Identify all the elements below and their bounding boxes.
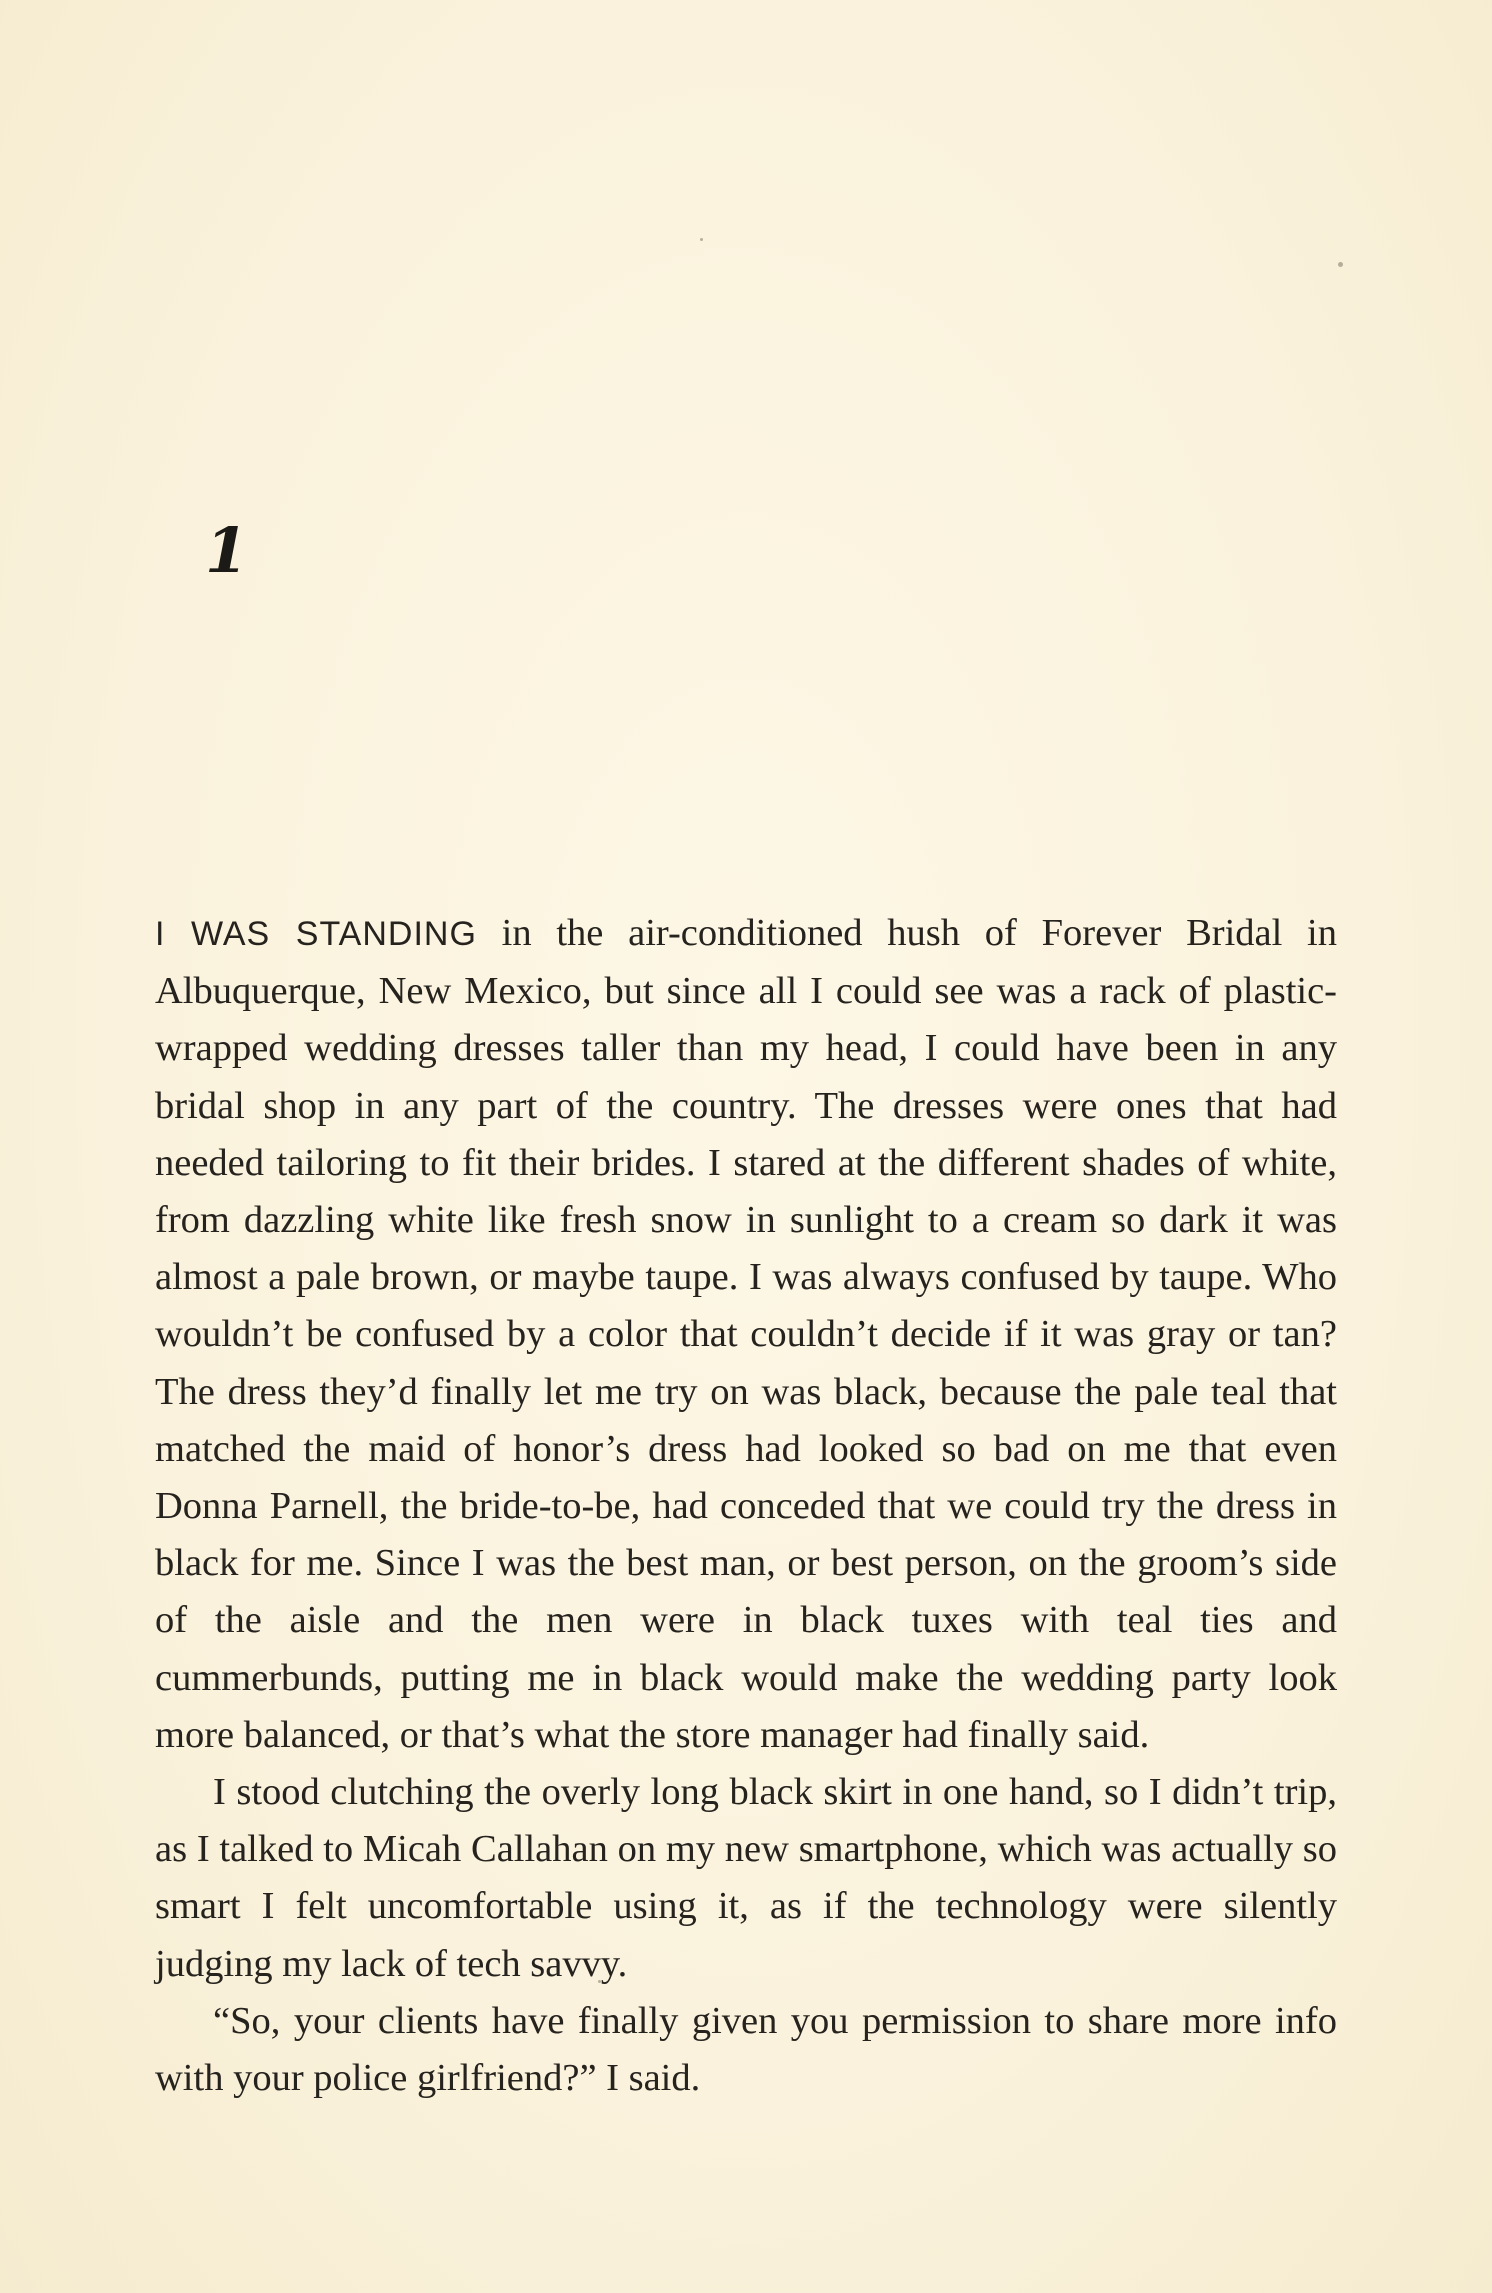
- paragraph-1: [155, 905, 1337, 1764]
- paper-speck: [1338, 262, 1343, 267]
- chapter-number: 1: [205, 514, 249, 587]
- paragraph-lead-in: I WAS STANDING: [155, 915, 477, 953]
- paragraph-2: [155, 1764, 1337, 1993]
- paragraph-3: [155, 1993, 1337, 2107]
- paragraph-text: in the air-conditioned hush of Forever Bridal in Albuquerque, New Mexico, but since all I could see was a rack of plastic-wrapped wedding dresses taller than my head, I could have been in any bridal shop in any part of the country. The dresses were ones that had needed tailoring to fit their brides. I stared at the different shades of white, from dazzling white like fresh snow in sunlight to a cream so dark it was almost a pale brown, or maybe taupe. I was always confused by taupe. Who wouldn’t be confused by a color that couldn’t decide if it was gray or tan? The dress they’d finally let me try on was black, because the pale teal that matched the maid of honor’s dress had looked so bad on me that even Donna Parnell, the bride-to-be, had conceded that we could try the dress in black for me. Since I was the best man, or best person, on the groom’s side of the aisle and the men were in black tuxes with teal ties and cummerbunds, putting me in black would make the wedding party look more balanced, or that’s what the store manager had finally said.: [155, 912, 1337, 1756]
- paper-speck: [700, 238, 703, 241]
- body-text: [155, 905, 1337, 2107]
- paragraph-text: “So, your clients have finally given you permission to share more info with your police girlfriend?” I said.: [155, 1999, 1337, 2100]
- paragraph-text: I stood clutching the overly long black skirt in one hand, so I didn’t trip, as I talked to Micah Callahan on my new smartphone, which was actually so smart I felt uncomfortable using it, as if the technology were silently judging my lack of tech savvy.: [155, 1771, 1337, 1985]
